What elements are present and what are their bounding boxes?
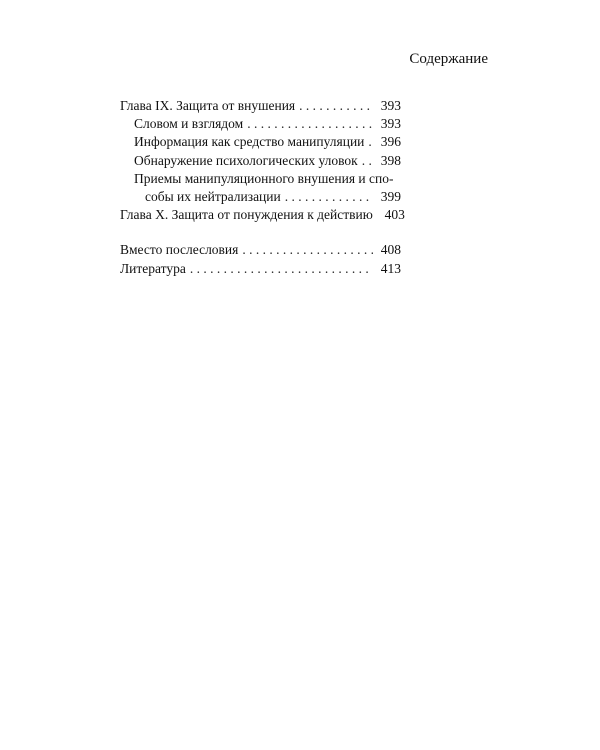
toc-entry-afterword	[120, 241, 401, 259]
toc-entry-page: 408	[380, 242, 401, 258]
toc-entry-page: 396	[380, 134, 401, 150]
toc-entry-title: Глава IX. Защита от внушения	[120, 98, 296, 113]
toc-entry-page: 393	[380, 116, 401, 132]
toc-entry-title: Вместо послесловия	[120, 242, 239, 258]
toc-leader-dots	[362, 152, 373, 170]
running-head: Содержание	[409, 51, 488, 67]
toc-entry-chapter-9	[120, 97, 401, 115]
toc-entry-page: 393	[380, 98, 401, 113]
toc-entry-title: Литература	[120, 260, 186, 276]
toc-entry-title: Глава X. Защита от понуждения к действию	[120, 207, 373, 223]
toc-entry-title: Информация как средство манипуляции	[134, 134, 365, 150]
toc-spacer	[120, 224, 401, 241]
toc-leader-dots	[368, 133, 373, 151]
table-of-contents	[120, 97, 405, 278]
toc-leader-dots	[299, 97, 373, 115]
toc-leader-dots	[285, 188, 373, 206]
toc-entry-section-multiline	[120, 170, 401, 206]
toc-entry-section	[120, 133, 401, 151]
toc-entry-section	[120, 115, 401, 133]
toc-entry-page: 399	[380, 189, 401, 205]
toc-entry-bibliography	[120, 260, 401, 278]
toc-entry-title: Обнаружение психологических уловок	[134, 152, 358, 168]
toc-leader-dots	[190, 260, 373, 278]
toc-entry-title: Словом и взглядом	[134, 116, 244, 132]
toc-leader-dots	[242, 241, 373, 259]
toc-leader-dots	[247, 115, 373, 133]
toc-entry-section	[120, 152, 401, 170]
toc-entry-title-line1: Приемы манипуляционного внушения и спо-	[134, 170, 394, 186]
toc-entry-title-line2: собы их нейтрализации	[145, 189, 281, 205]
toc-entry-page: 413	[380, 260, 401, 276]
toc-entry-title-line2-row	[134, 188, 401, 206]
toc-entry-page: 403	[384, 207, 405, 223]
toc-entry-page: 398	[380, 152, 401, 168]
toc-entry-chapter-10	[120, 206, 405, 224]
